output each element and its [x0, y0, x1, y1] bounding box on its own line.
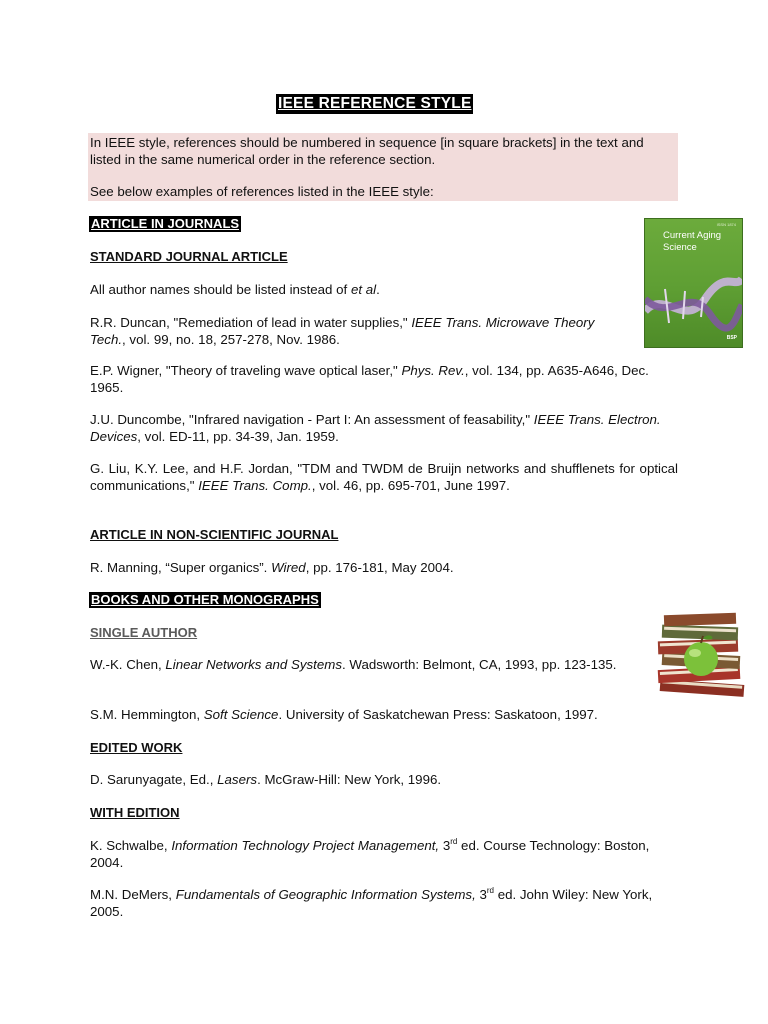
- reference-liu: G. Liu, K.Y. Lee, and H.F. Jordan, "TDM and TWDM de Bruijn networks and shufflenets for optical communications," IEEE Trans. Comp., vol. 46, pp. 695-701, June 1997.: [90, 461, 678, 493]
- page-title: IEEE REFERENCE STYLE: [278, 95, 472, 112]
- reference-demers: M.N. DeMers, Fundamentals of Geographic Information Systems, 3rd ed. John Wiley: New York, 2005.: [90, 886, 653, 919]
- intro-box: [88, 133, 678, 201]
- reference-wigner: E.P. Wigner, "Theory of traveling wave optical laser," Phys. Rev., vol. 134, pp. A635-A646, Dec. 1965.: [90, 363, 649, 395]
- reference-duncombe: J.U. Duncombe, "Infrared navigation - Part I: An assessment of feasability," IEEE Trans. Electron. Devices, vol. ED-11, pp. 34-39, Jan. 1959.: [90, 412, 661, 444]
- section-heading-books: BOOKS AND OTHER MONOGRAPHS: [91, 592, 319, 607]
- cover-title: Current Aging Science: [663, 230, 722, 253]
- reference-sarunyagate: D. Sarunyagate, Ed., Lasers. McGraw-Hill: New York, 1996.: [90, 772, 442, 787]
- section-heading-journals: ARTICLE IN JOURNALS: [91, 216, 240, 231]
- cover-issn: ISSN 1874: [716, 222, 736, 227]
- subheading-non-scientific: ARTICLE IN NON-SCIENTIFIC JOURNAL: [90, 527, 339, 542]
- subheading-single-author: SINGLE AUTHOR: [90, 625, 198, 640]
- cover-publisher-logo: BSP: [726, 335, 737, 341]
- subheading-with-edition: WITH EDITION: [90, 805, 180, 820]
- subheading-edited-work: EDITED WORK: [90, 740, 183, 755]
- subheading-standard-journal: STANDARD JOURNAL ARTICLE: [90, 249, 288, 264]
- reference-manning: R. Manning, “Super organics”. Wired, pp. 176-181, May 2004.: [90, 560, 454, 575]
- dna-helix-icon: [645, 219, 742, 347]
- reference-chen: W.-K. Chen, Linear Networks and Systems. Wadsworth: Belmont, CA, 1993, pp. 123-135.: [90, 657, 617, 672]
- intro-examples-line: See below examples of references listed in the IEEE style:: [90, 184, 434, 199]
- intro-paragraph: In IEEE style, references should be numbered in sequence [in square brackets] in the text and listed in the same numerical order in the reference section.: [90, 135, 644, 167]
- reference-schwalbe: K. Schwalbe, Information Technology Project Management, 3rd ed. Course Technology: Boston, 2004.: [90, 837, 650, 870]
- note-author-names: All author names should be listed instead of et al.: [90, 282, 380, 297]
- journal-cover-image: [644, 218, 743, 348]
- reference-hemmington: S.M. Hemmington, Soft Science. University of Saskatchewan Press: Saskatoon, 1997.: [90, 707, 598, 722]
- books-apple-image: [654, 606, 750, 702]
- reference-duncan: R.R. Duncan, "Remediation of lead in water supplies," IEEE Trans. Microwave Theory Tech., vol. 99, no. 18, 257-278, Nov. 1986.: [90, 315, 595, 347]
